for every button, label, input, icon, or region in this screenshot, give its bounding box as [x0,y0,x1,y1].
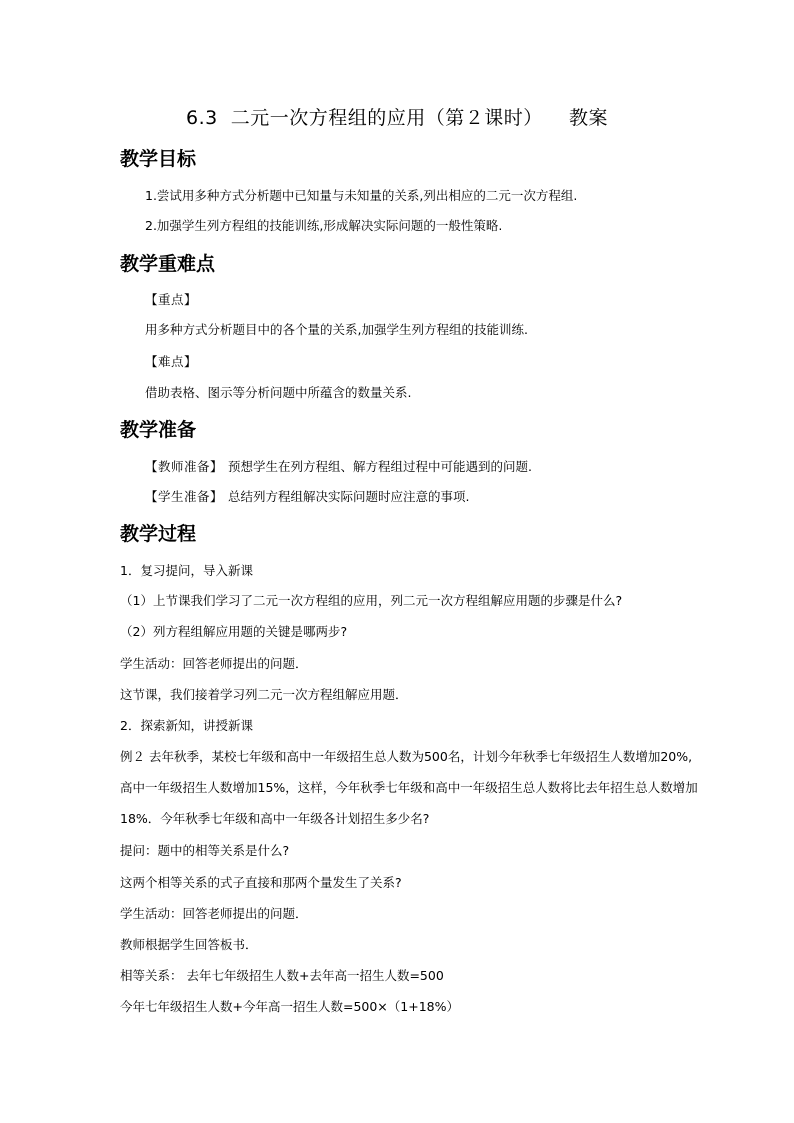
difficulty-label: 【难点】 [145,354,198,369]
section-heading-preparation: 教学准备 [120,419,197,441]
student-prep-label: 【学生准备】 [145,489,224,504]
process-line: 18%．今年秋季七年级和高中一年级各计划招生多少名? [120,811,430,826]
document-title: 6.3 二元一次方程组的应用（第２课时） 教案 [186,107,608,129]
process-line: 这节课，我们接着学习列二元一次方程组解应用题． [120,687,408,702]
goal-item-1: 1.尝试用多种方式分析题中已知量与未知量的关系,列出相应的二元一次方程组. [145,188,578,203]
student-prep-text: 总结列方程组解决实际问题时应注意的事项. [228,489,470,504]
focus-text: 用多种方式分析题目中的各个量的关系,加强学生列方程组的技能训练. [145,322,528,337]
difficulty-text: 借助表格、图示等分析问题中所蕴含的数量关系. [145,385,412,400]
process-line: （1）上节课我们学习了二元一次方程组的应用，列二元一次方程组解应用题的步骤是什么? [120,593,623,608]
section-heading-process: 教学过程 [120,523,197,545]
process-line: 这两个相等关系的式子直接和那两个量发生了关系? [120,875,402,890]
process-line: 例２ 去年秋季，某校七年级和高中一年级招生总人数为500名，计划今年秋季七年级招生人数增加20%, [120,749,693,764]
section-heading-goals: 教学目标 [120,148,197,170]
process-line: 提问：题中的相等关系是什么? [120,843,290,858]
focus-label: 【重点】 [145,292,198,307]
process-line: （2）列方程组解应用题的关键是哪两步? [120,624,348,639]
process-line: 学生活动：回答老师提出的问题． [120,656,308,671]
process-line: 相等关系： 去年七年级招生人数+去年高一招生人数=500 [120,968,444,983]
process-line: 高中一年级招生人数增加15%，这样，今年秋季七年级和高中一年级招生总人数将比去年招生总人数增加 [120,780,698,795]
process-line: 学生活动：回答老师提出的问题． [120,906,308,921]
process-line: 1．复习提问，导入新课 [120,563,253,578]
process-line: 教师根据学生回答板书． [120,937,258,952]
goal-item-2: 2.加强学生列方程组的技能训练,形成解决实际问题的一般性策略. [145,218,503,233]
section-heading-key-points: 教学重难点 [120,253,216,275]
process-line: 今年七年级招生人数+今年高一招生人数=500×（1+18%） [120,999,459,1014]
teacher-prep-label: 【教师准备】 [145,459,224,474]
process-line: 2．探索新知，讲授新课 [120,718,253,733]
teacher-prep-text: 预想学生在列方程组、解方程组过程中可能遇到的问题. [228,459,532,474]
